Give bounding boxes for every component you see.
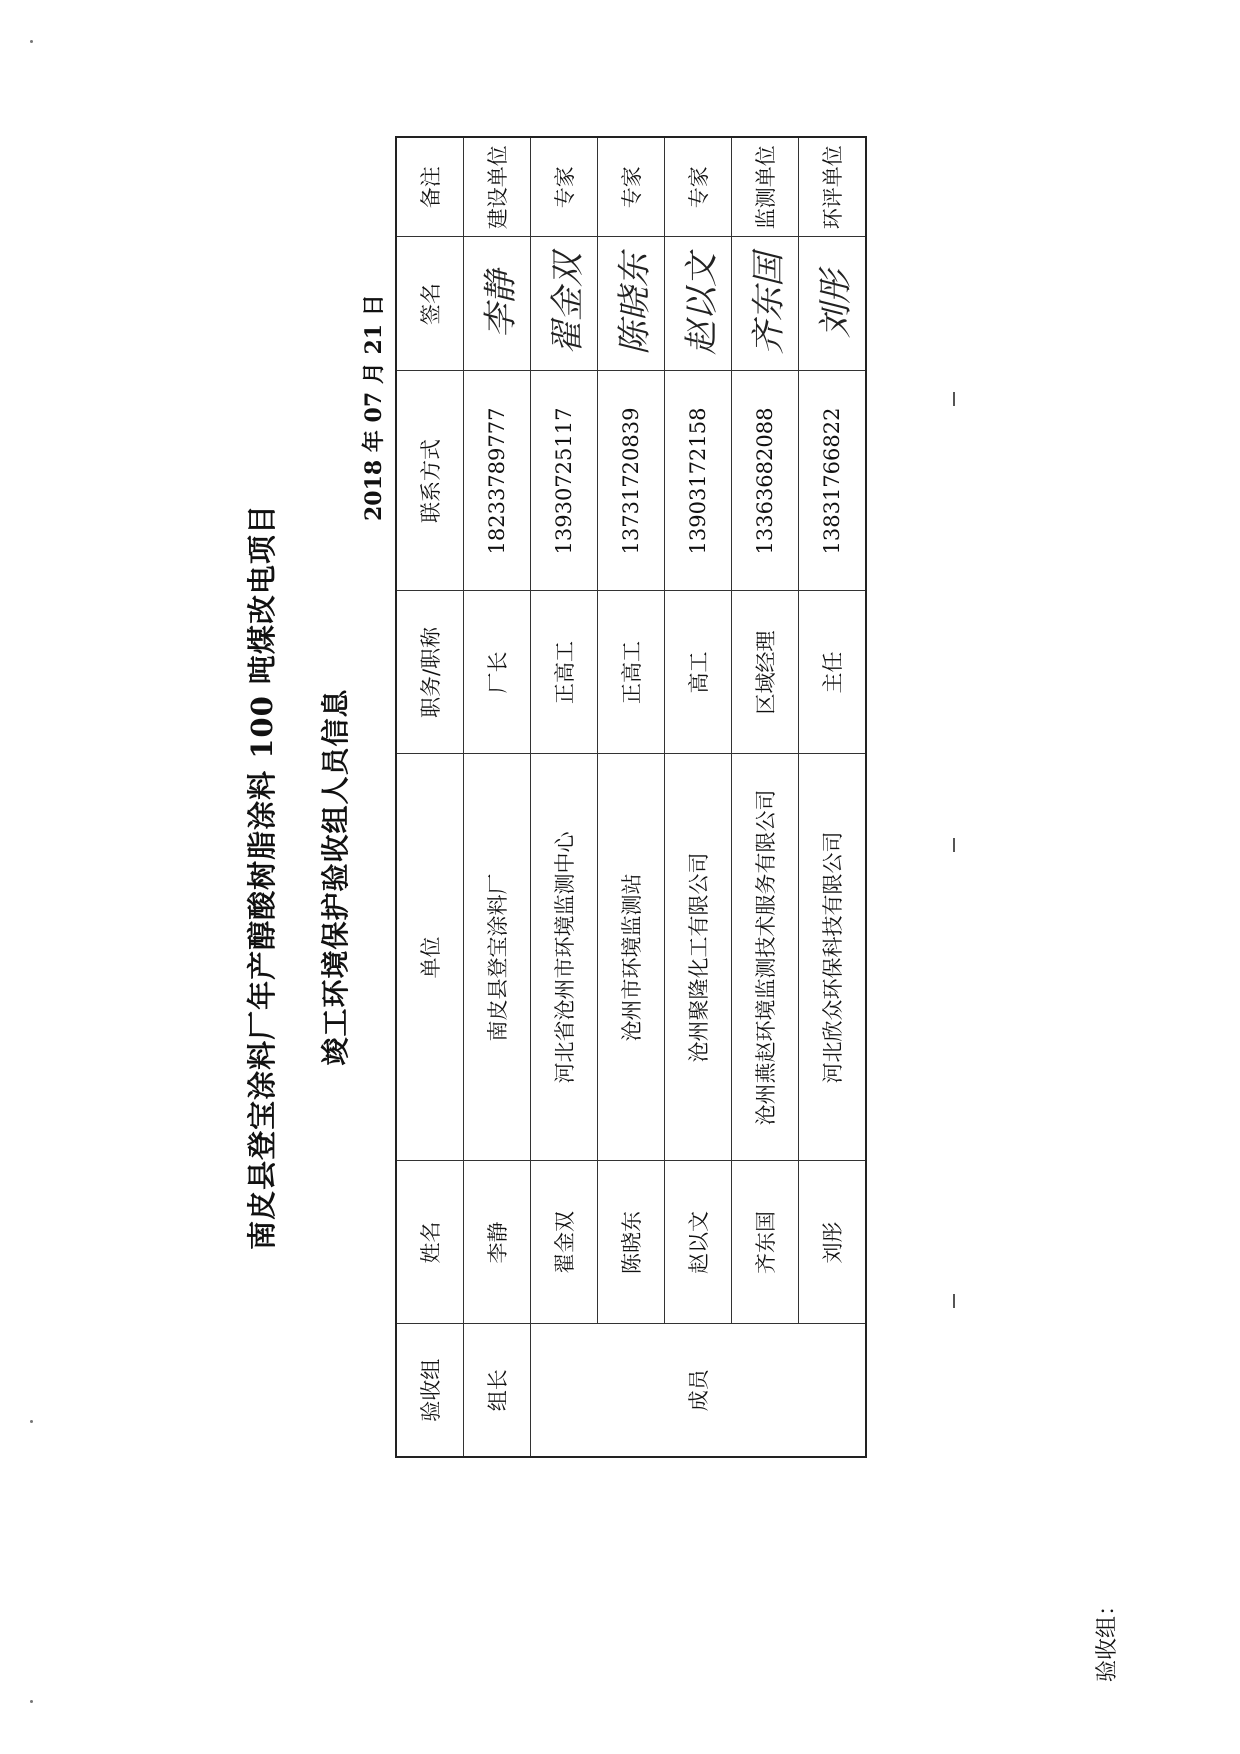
header-remark: 备注 (396, 137, 464, 237)
name-cell: 翟金双 (531, 1161, 598, 1324)
footer-label: 验收组： (1095, 1593, 1120, 1682)
unit-cell: 南皮县登宝涂料厂 (464, 754, 531, 1161)
phone-cell: 13831766822 (799, 371, 867, 591)
document-title: 南皮县登宝涂料厂年产醇酸树脂涂料 100 吨煤改电项目 (245, 504, 279, 1250)
scan-mark (953, 392, 955, 406)
title-cell: 厂长 (464, 591, 531, 754)
scan-mark (953, 1294, 955, 1308)
signature-cell: 刘彤 (799, 237, 867, 371)
signature-cell: 齐东国 (732, 237, 799, 371)
scan-dot (30, 1700, 33, 1703)
title-cell: 高工 (665, 591, 732, 754)
acceptance-group-table (395, 136, 867, 1458)
table-row (598, 137, 665, 1457)
remark-cell: 专家 (598, 137, 665, 237)
remark-cell: 专家 (665, 137, 732, 237)
scan-mark (953, 838, 955, 852)
name-cell: 赵以文 (665, 1161, 732, 1324)
signature-cell: 赵以文 (665, 237, 732, 371)
unit-cell: 河北欣众环保科技有限公司 (799, 754, 867, 1161)
table-row (799, 137, 867, 1457)
remark-cell: 建设单位 (464, 137, 531, 237)
header-signature: 签名 (396, 237, 464, 371)
table-row (531, 137, 598, 1457)
phone-cell: 13363682088 (732, 371, 799, 591)
title-cell: 主任 (799, 591, 867, 754)
name-cell: 陈晓东 (598, 1161, 665, 1324)
phone-cell: 13731720839 (598, 371, 665, 591)
scan-dot (30, 40, 33, 43)
remark-cell: 环评单位 (799, 137, 867, 237)
title-cell: 正高工 (598, 591, 665, 754)
title-cell: 正高工 (531, 591, 598, 754)
name-cell: 齐东国 (732, 1161, 799, 1324)
table-row (464, 137, 531, 1457)
table-row (732, 137, 799, 1457)
phone-cell: 13930725117 (531, 371, 598, 591)
title-cell: 区域经理 (732, 591, 799, 754)
name-cell: 刘彤 (799, 1161, 867, 1324)
group-leader-cell: 组长 (464, 1324, 531, 1457)
remark-cell: 专家 (531, 137, 598, 237)
phone-cell: 18233789777 (464, 371, 531, 591)
unit-cell: 沧州燕赵环境监测技术服务有限公司 (732, 754, 799, 1161)
signature-cell: 陈晓东 (598, 237, 665, 371)
unit-cell: 河北省沧州市环境监测中心 (531, 754, 598, 1161)
unit-cell: 沧州市环境监测站 (598, 754, 665, 1161)
name-cell: 李静 (464, 1161, 531, 1324)
header-title: 职务/职称 (396, 591, 464, 754)
header-contact: 联系方式 (396, 371, 464, 591)
header-name: 姓名 (396, 1161, 464, 1324)
document-date: 2018 年 07 月 21 日 (361, 294, 387, 521)
unit-cell: 沧州聚隆化工有限公司 (665, 754, 732, 1161)
group-members-cell: 成员 (531, 1324, 867, 1457)
header-group: 验收组 (396, 1324, 464, 1457)
scan-dot (30, 1420, 33, 1423)
document-subtitle: 竣工环境保护验收组人员信息 (319, 688, 352, 1066)
header-unit: 单位 (396, 754, 464, 1161)
signature-cell: 翟金双 (531, 237, 598, 371)
phone-cell: 13903172158 (665, 371, 732, 591)
table-row (665, 137, 732, 1457)
signature-cell: 李静 (464, 237, 531, 371)
table-header-row (396, 137, 464, 1457)
remark-cell: 监测单位 (732, 137, 799, 237)
